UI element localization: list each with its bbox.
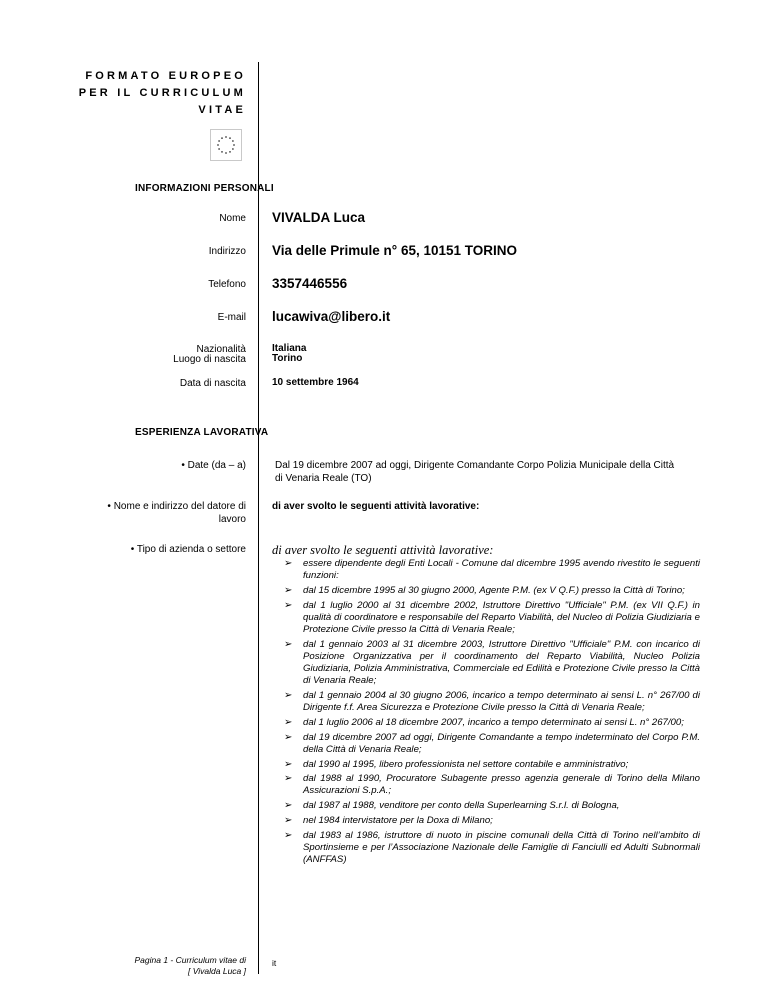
value-birthplace: Torino bbox=[272, 353, 303, 364]
value-phone: 3357446556 bbox=[272, 276, 348, 291]
arrow-bullet-icon: ➢ bbox=[284, 758, 293, 770]
list-item: ➢ dal 1 luglio 2000 al 31 dicembre 2002, Istruttore Direttivo "Ufficiale" P.M. (ex VII Q.F.) in qualità di coordinatore e responsabile del Reparto Viabilità, del Nucleo di Polizia Giudiziaria e Protezione Civile presso la Città di Venaria Reale; bbox=[284, 599, 700, 636]
arrow-bullet-icon: ➢ bbox=[284, 690, 293, 702]
footer-lang: it bbox=[272, 958, 277, 968]
value-name: VIVALDA Luca bbox=[272, 210, 366, 225]
footer-page-label: Pagina 1 - Curriculum vitae di bbox=[134, 955, 246, 965]
arrow-bullet-icon: ➢ bbox=[284, 731, 293, 743]
arrow-bullet-icon: ➢ bbox=[284, 599, 293, 611]
list-item: ➢ essere dipendente degli Enti Locali - Comune dal dicembre 1995 avendo rivestito le seguenti funzioni: bbox=[284, 558, 700, 582]
value-email[interactable]: lucawiva@libero.it bbox=[272, 309, 391, 324]
sector-heading: di aver svolto le seguenti attività lavorative: bbox=[272, 543, 494, 557]
title-line-1: FORMATO EUROPEO bbox=[85, 70, 246, 82]
eu-flag-icon bbox=[210, 129, 242, 161]
arrow-bullet-icon: ➢ bbox=[284, 558, 293, 569]
list-item: ➢ dal 1987 al 1988, venditore per conto della Superlearning S.r.l. di Bologna, bbox=[284, 800, 620, 812]
label-sector: • Tipo di azienda o settore bbox=[130, 544, 246, 555]
label-birthplace: Luogo di nascita bbox=[173, 354, 246, 365]
label-name: Nome bbox=[219, 213, 246, 224]
arrow-bullet-icon: ➢ bbox=[284, 773, 293, 785]
arrow-bullet-icon: ➢ bbox=[284, 800, 293, 812]
label-phone: Telefono bbox=[208, 279, 246, 290]
value-dates: Dal 19 dicembre 2007 ad oggi, Dirigente Comandante Corpo Polizia Municipale della Città di Venaria Reale (TO) bbox=[275, 460, 675, 484]
arrow-bullet-icon: ➢ bbox=[284, 829, 293, 841]
list-item: ➢ dal 1 gennaio 2003 al 31 dicembre 2003, Istruttore Direttivo "Ufficiale" P.M. con incarico di Posizione Organizzativa per il coordinamento del Reparto Viabilità, Nucleo Polizia Giudiziaria, Polizia Amministrativa, Commerciale ed Edilità e Protezione Civile presso la Città di Venaria Reale; bbox=[284, 638, 700, 687]
page-footer bbox=[135, 955, 247, 977]
title-line-3: VITAE bbox=[198, 104, 246, 116]
document-title bbox=[79, 68, 246, 119]
list-item: ➢ dal 1990 al 1995, libero professionista nel settore contabile e amministrativo; bbox=[284, 758, 629, 770]
arrow-bullet-icon: ➢ bbox=[284, 638, 293, 650]
value-address: Via delle Primule n° 65, 10151 TORINO bbox=[272, 243, 518, 258]
label-nationality: Nazionalità bbox=[196, 344, 246, 355]
list-item: ➢ dal 1988 al 1990, Procuratore Subagente presso agenzia generale di Torino della Milano Assicurazioni S.p.A.; bbox=[284, 773, 700, 797]
activity-list bbox=[272, 558, 700, 869]
list-item: ➢ nel 1984 intervistatore per la Doxa di Milano; bbox=[284, 814, 493, 826]
arrow-bullet-icon: ➢ bbox=[284, 716, 293, 728]
label-birthdate: Data di nascita bbox=[179, 378, 246, 389]
arrow-bullet-icon: ➢ bbox=[284, 584, 293, 596]
list-item: ➢ dal 1 luglio 2006 al 18 dicembre 2007, incarico a tempo determinato ai sensi L. n° 267/00; bbox=[284, 716, 684, 728]
list-item: ➢ dal 1 gennaio 2004 al 30 giugno 2006, incarico a tempo determinato ai sensi L. n° 267/00 di Dirigente f.f. Area Sicurezza e Protezione Civile presso la Città di Venaria Reale; bbox=[284, 690, 700, 714]
work-experience-heading: ESPERIENZA LAVORATIVA bbox=[135, 427, 269, 438]
value-birthdate: 10 settembre 1964 bbox=[272, 377, 359, 388]
personal-info-heading: INFORMAZIONI PERSONALI bbox=[135, 183, 274, 194]
column-divider bbox=[258, 62, 259, 974]
value-nationality: Italiana bbox=[272, 343, 307, 354]
label-employer: • Nome e indirizzo del datore di lavoro bbox=[107, 501, 246, 525]
list-item: ➢ dal 15 dicembre 1995 al 30 giugno 2000, Agente P.M. (ex V Q.F.) presso la Città di Torino; bbox=[284, 584, 685, 596]
list-item: ➢ dal 19 dicembre 2007 ad oggi, Dirigente Comandante a tempo indeterminato del Corpo P.M. della Città di Venaria Reale; bbox=[284, 731, 700, 755]
list-item: ➢ dal 1983 al 1986, istruttore di nuoto in piscine comunali della Città di Torino nell’ambito di Sportinsieme e per l’Associazione Nazionale delle Famiglie di Fanciulli ed Adulti Subnormali (ANFFAS) bbox=[284, 829, 700, 865]
label-email: E-mail bbox=[217, 312, 246, 323]
arrow-bullet-icon: ➢ bbox=[284, 814, 293, 826]
value-employer: di aver svolto le seguenti attività lavorative: bbox=[272, 501, 480, 512]
label-dates: • Date (da – a) bbox=[181, 460, 246, 471]
label-address: Indirizzo bbox=[208, 246, 246, 257]
footer-name: [ Vivalda Luca ] bbox=[188, 966, 246, 976]
title-line-2: PER IL CURRICULUM bbox=[78, 87, 246, 99]
